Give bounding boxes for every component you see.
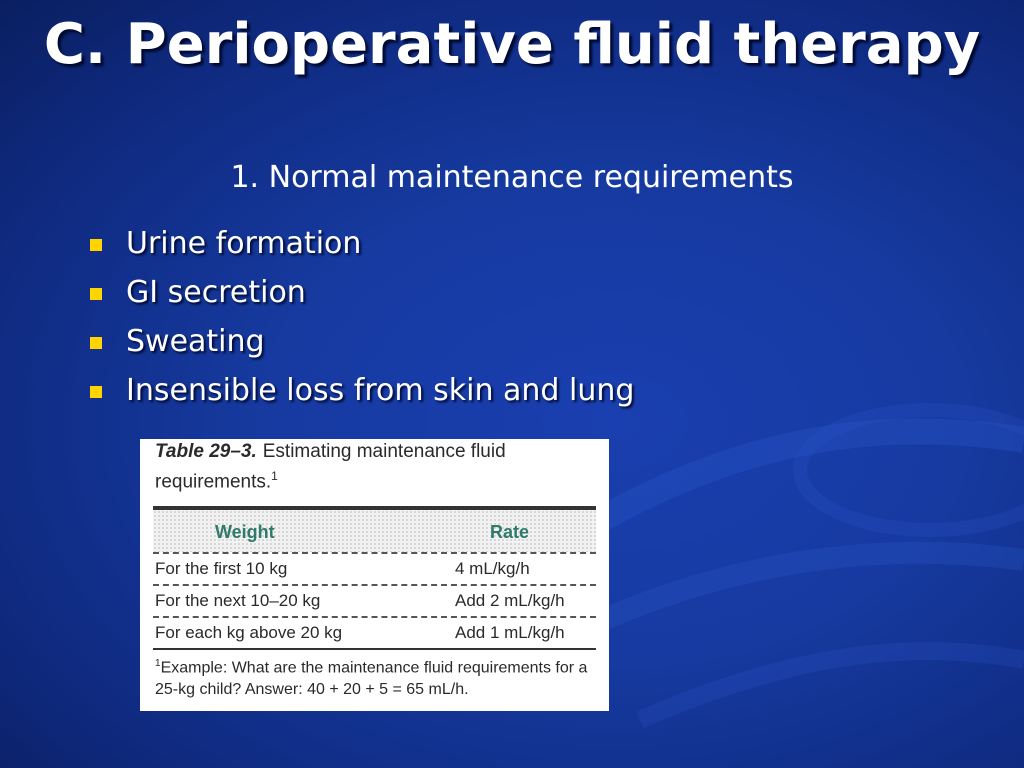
slide-title: C. Perioperative fluid therapy <box>43 12 981 77</box>
rate-cell: Add 1 mL/kg/h <box>455 623 565 642</box>
caption-footnote-marker: 1 <box>271 469 278 483</box>
square-bullet-icon <box>90 288 102 300</box>
table-caption <box>155 439 595 494</box>
square-bullet-icon <box>90 337 102 349</box>
bullet-item <box>88 222 634 271</box>
column-header-weight: Weight <box>215 522 275 542</box>
weight-cell: For the first 10 kg <box>155 559 288 578</box>
footnote-marker: 1 <box>155 658 161 669</box>
bullet-list <box>88 222 634 418</box>
bullet-text: Insensible loss from skin and lung <box>126 373 635 408</box>
table-row <box>153 552 596 585</box>
square-bullet-icon <box>90 386 102 398</box>
bullet-text: GI secretion <box>126 275 306 310</box>
bullet-item <box>88 320 634 369</box>
table-footnote <box>155 653 600 701</box>
weight-cell: For each kg above 20 kg <box>155 623 343 642</box>
rate-cell: 4 mL/kg/h <box>455 559 530 578</box>
table-row <box>153 584 596 617</box>
table-bottom-rule <box>153 648 596 650</box>
square-bullet-icon <box>90 239 102 251</box>
bullet-text: Sweating <box>126 324 265 359</box>
rate-cell: Add 2 mL/kg/h <box>455 591 565 610</box>
bullet-item <box>88 369 634 418</box>
table-row <box>153 616 596 649</box>
column-header-rate: Rate <box>490 522 530 542</box>
bullet-text: Urine formation <box>126 226 362 261</box>
weight-cell: For the next 10–20 kg <box>155 591 321 610</box>
table-image <box>140 439 609 711</box>
slide-subtitle: 1. Normal maintenance requirements <box>230 160 794 195</box>
table-caption-text: Estimating maintenance fluid requirements. <box>155 441 506 493</box>
footnote-text: Example: What are the maintenance fluid requirements for a 25-kg child? Answer: 40 + 20 + 5 = 65 mL/h. <box>155 659 588 699</box>
table-number: Table 29–3. <box>155 441 257 462</box>
bullet-item <box>88 271 634 320</box>
